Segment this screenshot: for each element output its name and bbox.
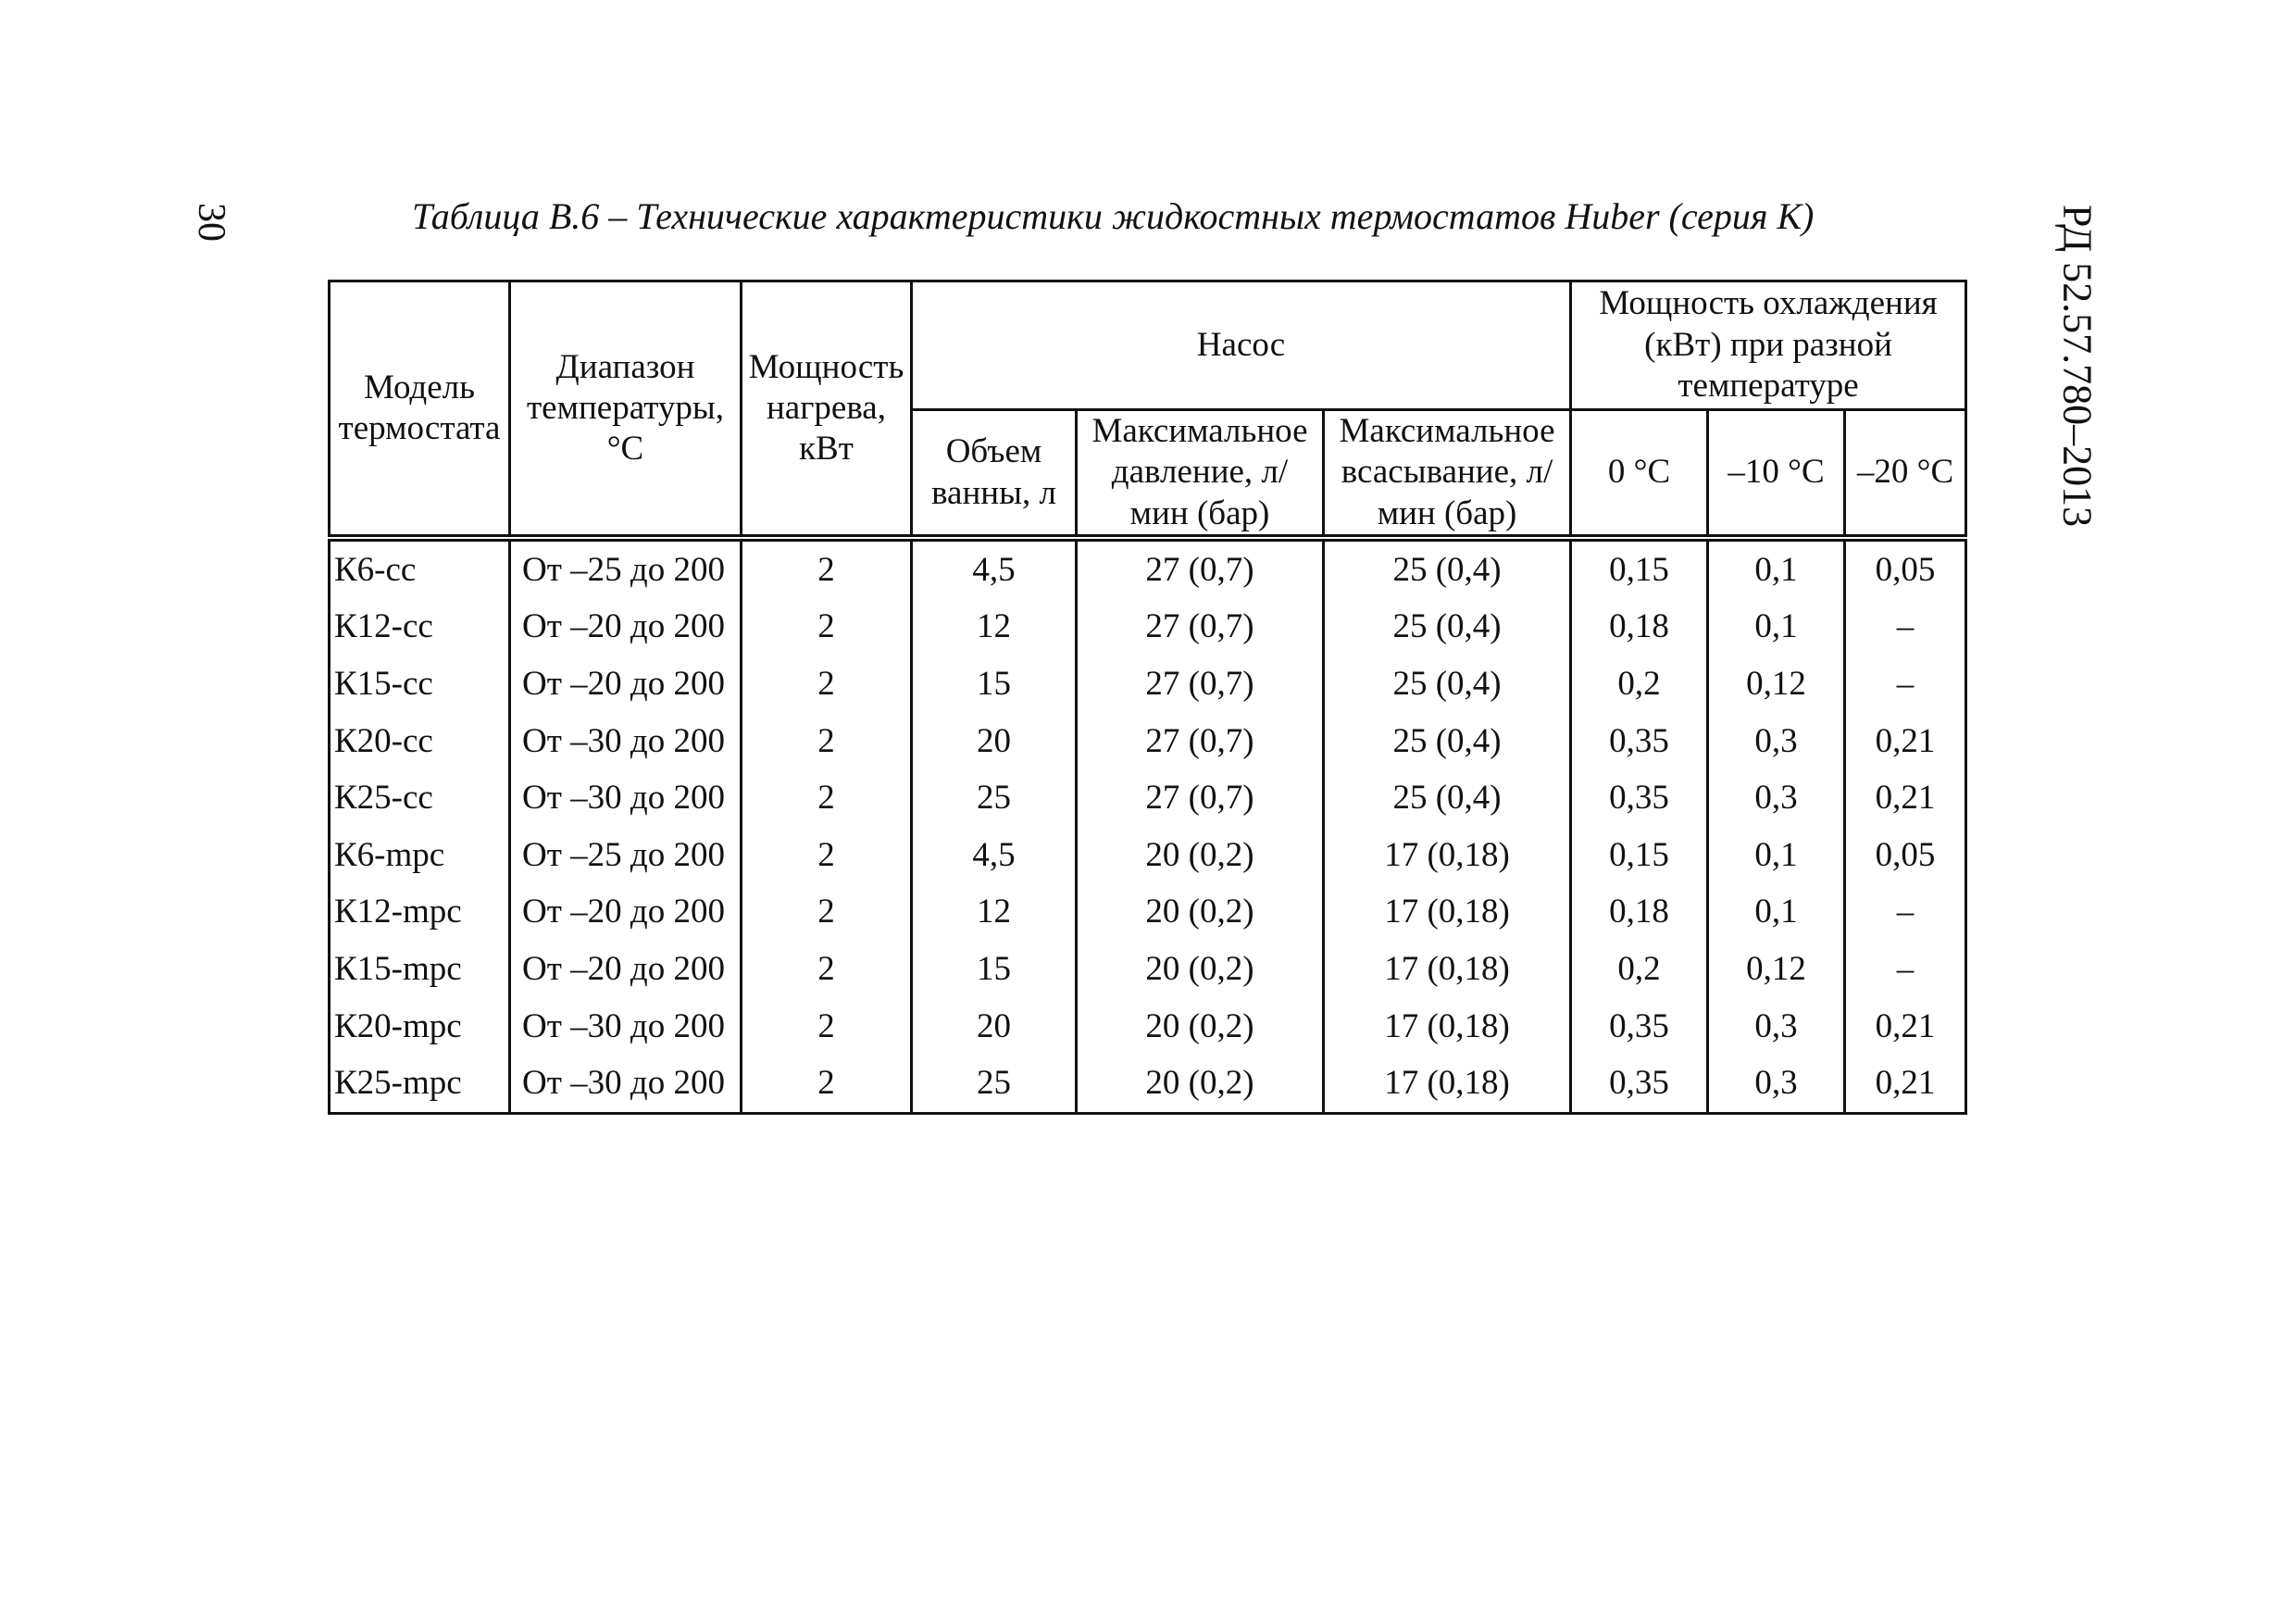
cell-cooling-0: 0,35 bbox=[1571, 1056, 1708, 1114]
cell-max-pressure: 27 (0,7) bbox=[1077, 599, 1324, 656]
cell-bath-volume: 4,5 bbox=[912, 827, 1077, 884]
cell-cooling-0: 0,18 bbox=[1571, 884, 1708, 942]
cell-max-suction: 25 (0,4) bbox=[1324, 770, 1571, 828]
cell-heating-power: 2 bbox=[742, 998, 912, 1056]
cell-cooling-minus10: 0,1 bbox=[1708, 884, 1845, 942]
header-max-suction: Максимальное всасывание, л/мин (бар) bbox=[1324, 410, 1571, 539]
cell-cooling-minus20: 0,21 bbox=[1845, 1056, 1966, 1114]
cell-cooling-minus10: 0,12 bbox=[1708, 656, 1845, 713]
header-cooling-power: Мощность охлаждения (кВт) при разной температуре bbox=[1571, 281, 1966, 410]
header-pump: Насос bbox=[912, 281, 1571, 410]
cell-max-pressure: 20 (0,2) bbox=[1077, 1056, 1324, 1114]
cell-heating-power: 2 bbox=[742, 1056, 912, 1114]
cell-bath-volume: 25 bbox=[912, 770, 1077, 828]
cell-max-suction: 17 (0,18) bbox=[1324, 998, 1571, 1056]
cell-temp-range: От –25 до 200 bbox=[510, 538, 742, 599]
cell-bath-volume: 15 bbox=[912, 941, 1077, 998]
table-row bbox=[330, 1056, 1966, 1114]
cell-cooling-0: 0,18 bbox=[1571, 599, 1708, 656]
cell-cooling-minus10: 0,3 bbox=[1708, 713, 1845, 770]
cell-max-pressure: 27 (0,7) bbox=[1077, 538, 1324, 599]
cell-heating-power: 2 bbox=[742, 538, 912, 599]
specifications-table bbox=[328, 280, 1967, 1115]
cell-model: К15-mpc bbox=[330, 941, 510, 998]
header-max-pressure: Максимальное давление, л/мин (бар) bbox=[1077, 410, 1324, 539]
page-number: 30 bbox=[190, 203, 232, 242]
cell-cooling-minus20: 0,21 bbox=[1845, 713, 1966, 770]
cell-model: К25-mpc bbox=[330, 1056, 510, 1114]
cell-bath-volume: 12 bbox=[912, 599, 1077, 656]
header-temp-minus20: –20 °С bbox=[1845, 410, 1966, 539]
cell-cooling-minus20: – bbox=[1845, 884, 1966, 942]
cell-heating-power: 2 bbox=[742, 884, 912, 942]
cell-cooling-0: 0,15 bbox=[1571, 827, 1708, 884]
cell-temp-range: От –20 до 200 bbox=[510, 656, 742, 713]
cell-model: К20-mpc bbox=[330, 998, 510, 1056]
cell-cooling-minus20: – bbox=[1845, 941, 1966, 998]
cell-cooling-minus20: 0,21 bbox=[1845, 770, 1966, 828]
table-row bbox=[330, 599, 1966, 656]
cell-cooling-minus10: 0,1 bbox=[1708, 599, 1845, 656]
cell-cooling-minus10: 0,3 bbox=[1708, 998, 1845, 1056]
cell-cooling-minus10: 0,12 bbox=[1708, 941, 1845, 998]
cell-max-suction: 25 (0,4) bbox=[1324, 538, 1571, 599]
cell-model: К15-cc bbox=[330, 656, 510, 713]
cell-max-pressure: 20 (0,2) bbox=[1077, 998, 1324, 1056]
cell-max-suction: 25 (0,4) bbox=[1324, 599, 1571, 656]
cell-temp-range: От –20 до 200 bbox=[510, 599, 742, 656]
cell-cooling-0: 0,15 bbox=[1571, 538, 1708, 599]
cell-max-pressure: 27 (0,7) bbox=[1077, 656, 1324, 713]
table-row bbox=[330, 998, 1966, 1056]
document-code: РД 52.57.780–2013 bbox=[2054, 204, 2101, 528]
header-temp-0: 0 °С bbox=[1571, 410, 1708, 539]
table-row bbox=[330, 884, 1966, 942]
cell-temp-range: От –30 до 200 bbox=[510, 1056, 742, 1114]
cell-bath-volume: 4,5 bbox=[912, 538, 1077, 599]
cell-temp-range: От –25 до 200 bbox=[510, 827, 742, 884]
cell-cooling-minus20: 0,05 bbox=[1845, 538, 1966, 599]
cell-bath-volume: 20 bbox=[912, 713, 1077, 770]
cell-cooling-minus10: 0,1 bbox=[1708, 538, 1845, 599]
cell-model: К20-cc bbox=[330, 713, 510, 770]
header-bath-volume: Объем ванны, л bbox=[912, 410, 1077, 539]
cell-cooling-minus20: 0,21 bbox=[1845, 998, 1966, 1056]
cell-bath-volume: 12 bbox=[912, 884, 1077, 942]
cell-bath-volume: 25 bbox=[912, 1056, 1077, 1114]
cell-heating-power: 2 bbox=[742, 827, 912, 884]
table-row bbox=[330, 538, 1966, 599]
cell-max-suction: 17 (0,18) bbox=[1324, 1056, 1571, 1114]
cell-cooling-0: 0,2 bbox=[1571, 656, 1708, 713]
cell-model: К12-cc bbox=[330, 599, 510, 656]
table-row bbox=[330, 827, 1966, 884]
header-heating-power: Мощность нагрева, кВт bbox=[742, 281, 912, 539]
cell-max-suction: 17 (0,18) bbox=[1324, 941, 1571, 998]
cell-bath-volume: 15 bbox=[912, 656, 1077, 713]
cell-max-suction: 17 (0,18) bbox=[1324, 884, 1571, 942]
cell-heating-power: 2 bbox=[742, 941, 912, 998]
cell-max-pressure: 20 (0,2) bbox=[1077, 827, 1324, 884]
cell-max-suction: 17 (0,18) bbox=[1324, 827, 1571, 884]
table-body bbox=[330, 538, 1966, 1113]
table-row bbox=[330, 656, 1966, 713]
header-model: Модель термостата bbox=[330, 281, 510, 539]
cell-model: К6-cc bbox=[330, 538, 510, 599]
cell-cooling-0: 0,2 bbox=[1571, 941, 1708, 998]
table-row bbox=[330, 770, 1966, 828]
cell-cooling-minus20: – bbox=[1845, 599, 1966, 656]
header-temp-minus10: –10 °С bbox=[1708, 410, 1845, 539]
cell-cooling-0: 0,35 bbox=[1571, 713, 1708, 770]
table-title: Таблица В.6 – Технические характеристики жидкостных термостатов Huber (серия К) bbox=[412, 195, 1815, 237]
cell-temp-range: От –20 до 200 bbox=[510, 941, 742, 998]
header-temp-range: Диапазон температуры, °С bbox=[510, 281, 742, 539]
cell-cooling-minus20: 0,05 bbox=[1845, 827, 1966, 884]
table-header bbox=[330, 281, 1966, 539]
cell-max-suction: 25 (0,4) bbox=[1324, 713, 1571, 770]
cell-heating-power: 2 bbox=[742, 656, 912, 713]
cell-heating-power: 2 bbox=[742, 599, 912, 656]
cell-model: К12-mpc bbox=[330, 884, 510, 942]
cell-max-pressure: 20 (0,2) bbox=[1077, 884, 1324, 942]
cell-heating-power: 2 bbox=[742, 713, 912, 770]
cell-cooling-minus20: – bbox=[1845, 656, 1966, 713]
cell-max-pressure: 27 (0,7) bbox=[1077, 770, 1324, 828]
cell-cooling-0: 0,35 bbox=[1571, 998, 1708, 1056]
cell-model: К6-mpc bbox=[330, 827, 510, 884]
cell-bath-volume: 20 bbox=[912, 998, 1077, 1056]
cell-cooling-minus10: 0,3 bbox=[1708, 1056, 1845, 1114]
cell-heating-power: 2 bbox=[742, 770, 912, 828]
table-row bbox=[330, 713, 1966, 770]
cell-max-pressure: 27 (0,7) bbox=[1077, 713, 1324, 770]
cell-cooling-0: 0,35 bbox=[1571, 770, 1708, 828]
cell-temp-range: От –30 до 200 bbox=[510, 770, 742, 828]
cell-temp-range: От –30 до 200 bbox=[510, 998, 742, 1056]
cell-cooling-minus10: 0,1 bbox=[1708, 827, 1845, 884]
table-row bbox=[330, 941, 1966, 998]
cell-max-suction: 25 (0,4) bbox=[1324, 656, 1571, 713]
cell-max-pressure: 20 (0,2) bbox=[1077, 941, 1324, 998]
cell-temp-range: От –20 до 200 bbox=[510, 884, 742, 942]
cell-model: К25-cc bbox=[330, 770, 510, 828]
cell-temp-range: От –30 до 200 bbox=[510, 713, 742, 770]
cell-cooling-minus10: 0,3 bbox=[1708, 770, 1845, 828]
